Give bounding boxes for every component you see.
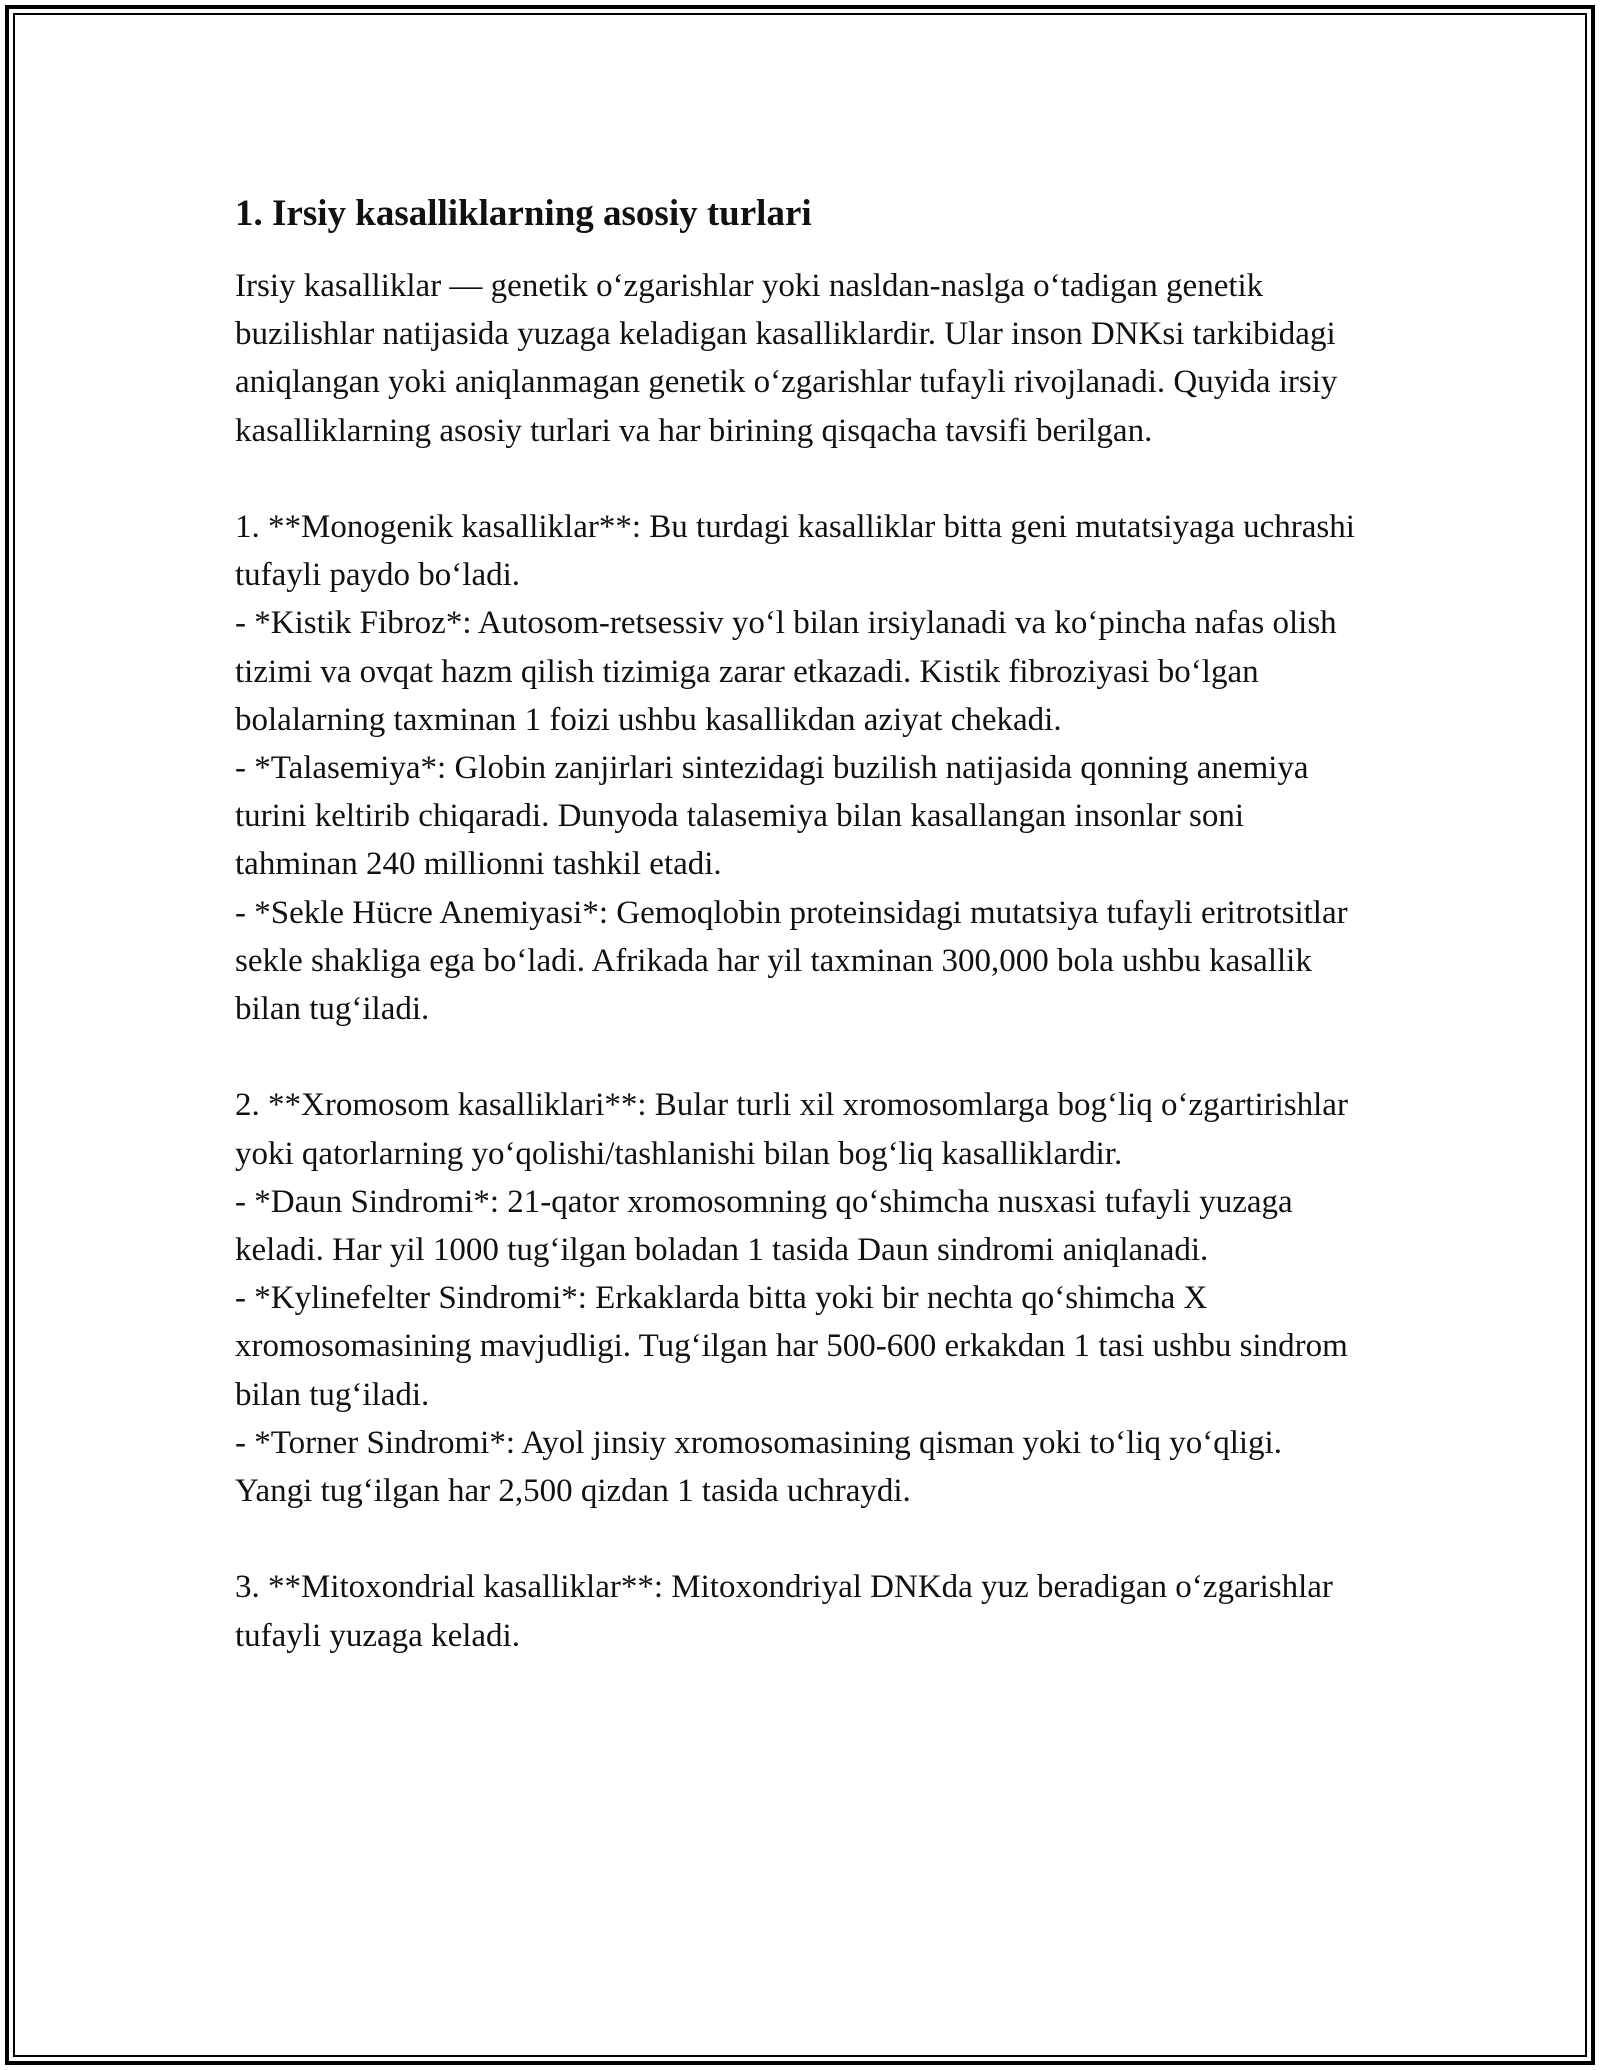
list-item-turner: - *Torner Sindromi*: Ayol jinsiy xromosomasining qisman yoki to‘liq yo‘qligi. Yangi tug‘ilgan har 2,500 qizdan 1 tasida uchraydi.	[235, 1424, 1282, 1510]
list-item-cystic-fibrosis: - *Kistik Fibroz*: Autosom-retsessiv yo‘l bilan irsiylanadi va ko‘pincha nafas olish tizimi va ovqat hazm qilish tizimiga zarar etkazadi. Kistik fibroziyasi bo‘lgan bolalarning taxminan 1 foizi ushbu kasallikdan aziyat chekadi.	[235, 605, 1337, 738]
document-body	[235, 186, 1365, 1660]
paragraph-gap	[235, 1515, 1365, 1563]
document-title: 1. Irsiy kasalliklarning asosiy turlari	[235, 193, 812, 234]
list-item-thalassemia: - *Talasemiya*: Globin zanjirlari sintezidagi buzilish natijasida qonning anemiya turini keltirib chiqaradi. Dunyoda talasemiya bilan kasallangan insonlar soni tahminan 240 millionni tashkil etadi.	[235, 750, 1309, 883]
section-heading-chromosomal: 2. **Xromosom kasalliklari**: Bular turli xil xromosomlarga bog‘liq o‘zgartirishlar yoki qatorlarning yo‘qolishi/tashlanishi bilan bog‘liq kasalliklardir.	[235, 1087, 1348, 1172]
intro-paragraph: Irsiy kasalliklar — genetik o‘zgarishlar yoki nasldan-naslga o‘tadigan genetik buzilishlar natijasida yuzaga keladigan kasalliklardir. Ular inson DNKsi tarkibidagi aniqlangan yoki aniqlanmagan genetik o‘zgarishlar tufayli rivojlanadi. Quyida irsiy kasalliklarning asosiy turlari va har birining qisqacha tavsifi berilgan.	[235, 268, 1338, 449]
list-item-sickle-cell: - *Sekle Hücre Anemiyasi*: Gemoqlobin proteinsidagi mutatsiya tufayli eritrotsitlar sekle shakliga ega bo‘ladi. Afrikada har yil taxminan 300,000 bola ushbu kasallik bilan tug‘iladi.	[235, 894, 1348, 1028]
section-heading-mitochondrial: 3. **Mitoxondrial kasalliklar**: Mitoxondriyal DNKda yuz beradigan o‘zgarishlar tufayli yuzaga keladi.	[235, 1569, 1333, 1654]
paragraph-gap	[235, 1033, 1365, 1081]
list-item-klinefelter: - *Kylinefelter Sindromi*: Erkaklarda bitta yoki bir nechta qo‘shimcha X xromosomasining mavjudligi. Tug‘ilgan har 500-600 erkakdan 1 tasi ushbu sindrom bilan tug‘iladi.	[235, 1280, 1348, 1413]
paragraph-gap	[235, 455, 1365, 503]
section-heading-monogenic: 1. **Monogenik kasalliklar**: Bu turdagi kasalliklar bitta geni mutatsiyaga uchrashi tufayli paydo bo‘ladi.	[235, 509, 1355, 594]
list-item-down-syndrome: - *Daun Sindromi*: 21-qator xromosomning qo‘shimcha nusxasi tufayli yuzaga keladi. Har yil 1000 tug‘ilgan boladan 1 tasida Daun sindromi aniqlanadi.	[235, 1183, 1293, 1269]
